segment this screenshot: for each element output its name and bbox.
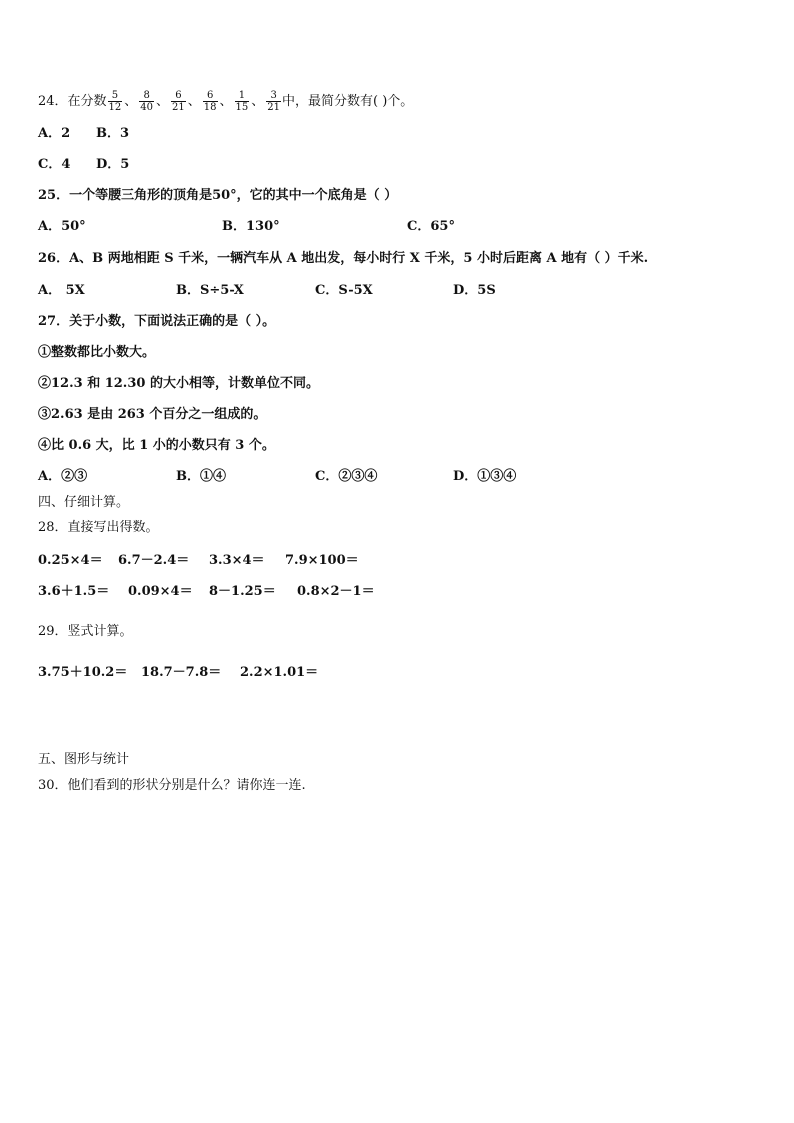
option-b[interactable]: B．①④ — [176, 469, 226, 484]
option-b[interactable]: B．S÷5-X — [176, 283, 244, 298]
option-c[interactable]: C．S-5X — [315, 283, 373, 298]
calc-item: 3.3×4＝ — [209, 553, 265, 568]
fraction: $\frac{1}{15}$ — [235, 90, 249, 113]
calc-item: 18.7－7.8＝ — [141, 665, 222, 680]
question-27: 27．关于小数，下面说法正确的是（ ）。 — [38, 314, 276, 329]
option-a[interactable]: A． 5X — [38, 283, 85, 298]
statement-2: ②12.3 和 12.30 的大小相等，计数单位不同。 — [38, 376, 319, 391]
question-24-prefix: 24．在分数 — [38, 94, 107, 109]
fraction: $\frac{8}{40}$ — [140, 90, 154, 113]
calc-item: 3.75＋10.2＝ — [38, 665, 128, 680]
option-b[interactable]: B．130° — [222, 219, 280, 234]
calc-item: 3.6＋1.5＝ — [38, 584, 110, 599]
calc-item: 0.25×4＝ — [38, 553, 103, 568]
option-c[interactable]: C．65° — [407, 219, 455, 234]
calc-item: 8－1.25＝ — [209, 584, 276, 599]
question-30: 30．他们看到的形状分别是什么？请你连一连. — [38, 778, 306, 793]
fraction: $\frac{6}{18}$ — [203, 90, 217, 113]
option-d[interactable]: D．5S — [453, 283, 496, 298]
statement-3: ③2.63 是由 263 个百分之一组成的。 — [38, 407, 267, 422]
section-4-title: 四、仔细计算。 — [38, 495, 130, 510]
option-a[interactable]: A．②③ — [38, 469, 88, 484]
option-a[interactable]: A．2 — [38, 126, 71, 141]
calc-item: 0.09×4＝ — [128, 584, 193, 599]
question-26: 26．A、B 两地相距 S 千米，一辆汽车从 A 地出发，每小时行 X 千米，5 小时后距离 A 地有（ ）千米. — [38, 251, 649, 266]
statement-4: ④比 0.6 大，比 1 小的小数只有 3 个。 — [38, 438, 275, 453]
calc-item: 6.7－2.4＝ — [118, 553, 190, 568]
option-b[interactable]: B．3 — [96, 126, 130, 141]
calc-item: 0.8×2－1＝ — [297, 584, 375, 599]
calc-item: 2.2×1.01＝ — [240, 665, 319, 680]
statement-1: ①整数都比小数大。 — [38, 345, 156, 360]
section-5-title: 五、图形与统计 — [38, 752, 130, 767]
question-24: 24．在分数 $\frac{5}{12}$ 、 $\frac{8}{40}$ 、 $\frac{6}{21}$ 、 $\frac{6}{18}$ 、 $\frac{1}{15}$ 、 $\frac{3}{21}$ 中，最简分数有( )个。 — [38, 90, 414, 113]
option-d[interactable]: D．①③④ — [453, 469, 517, 484]
fraction: $\frac{6}{21}$ — [172, 90, 185, 113]
question-25: 25．一个等腰三角形的顶角是50°，它的其中一个底角是（ ） — [38, 188, 398, 203]
option-a[interactable]: A．50° — [38, 219, 86, 234]
fraction: $\frac{3}{21}$ — [267, 90, 281, 113]
fraction: $\frac{5}{12}$ — [108, 90, 122, 113]
question-24-suffix: 中，最简分数有( )个。 — [282, 94, 414, 109]
option-c[interactable]: C．4 — [38, 157, 71, 172]
option-c[interactable]: C．②③④ — [315, 469, 378, 484]
question-28: 28．直接写出得数。 — [38, 520, 159, 535]
calc-item: 7.9×100＝ — [285, 553, 359, 568]
option-d[interactable]: D．5 — [96, 157, 130, 172]
question-29: 29．竖式计算。 — [38, 624, 133, 639]
